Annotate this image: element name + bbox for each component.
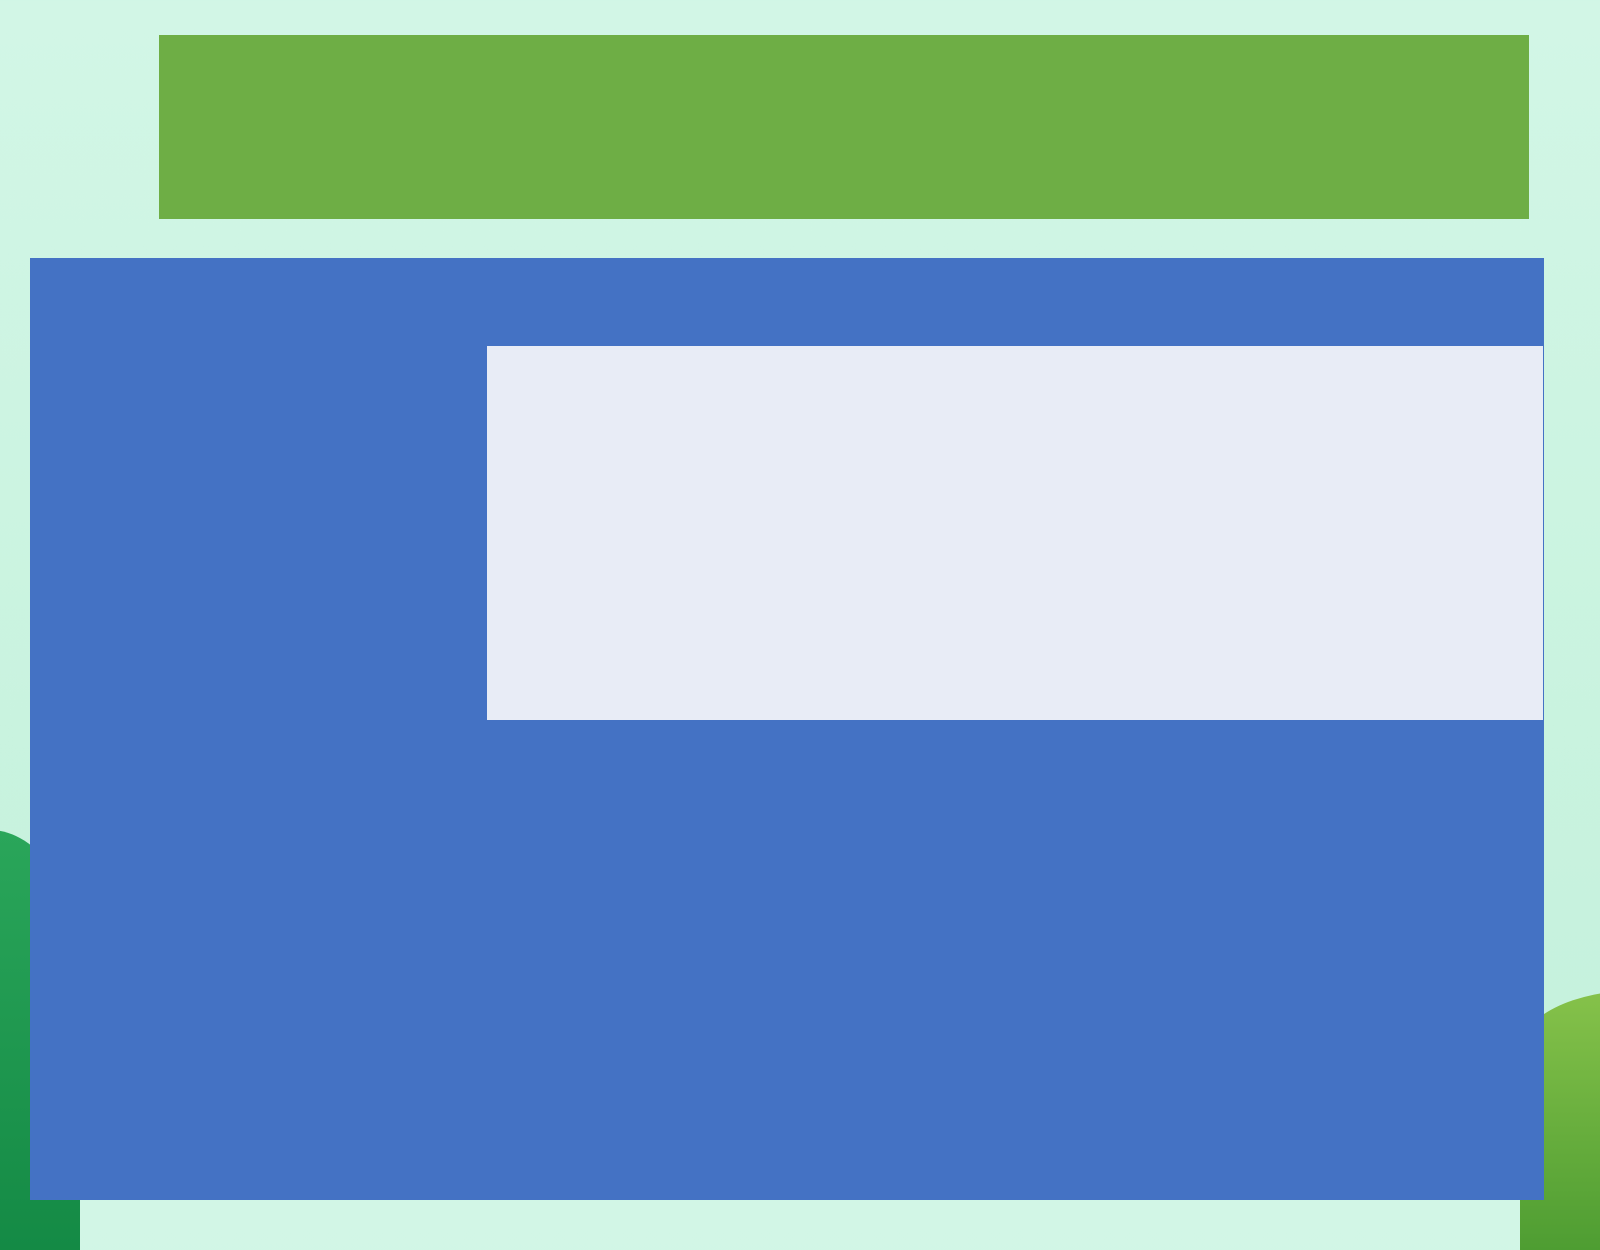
composition-table <box>30 258 1544 1200</box>
title-banner <box>159 35 1529 219</box>
table-body <box>30 720 1544 1200</box>
subheader-panel <box>487 346 1543 720</box>
